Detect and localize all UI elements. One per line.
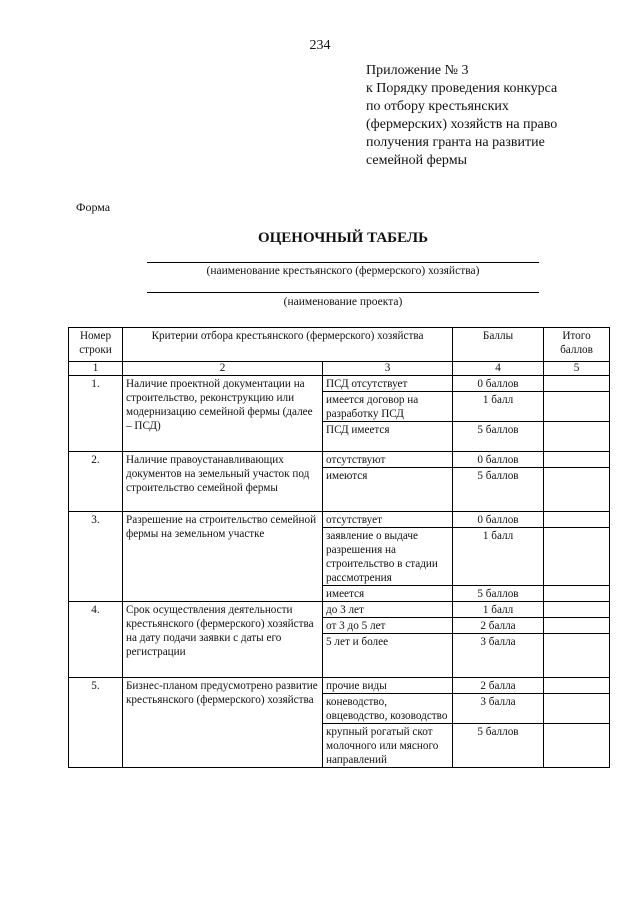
row-number: 2. xyxy=(69,452,123,512)
criterion-text: Наличие проектной документации на строительство, реконструкцию или модернизацию семейной фермы (далее – ПСД) xyxy=(123,376,323,452)
condition-cell: от 3 до 5 лет xyxy=(323,618,453,634)
appendix-line: по отбору крестьянских xyxy=(366,99,509,114)
points-cell: 5 баллов xyxy=(453,724,544,768)
condition-cell: отсутствуют xyxy=(323,452,453,468)
condition-cell: прочие виды xyxy=(323,678,453,694)
header-row-number: Номер строки xyxy=(69,328,123,362)
total-cell xyxy=(544,452,610,468)
condition-cell: заявление о выдаче разрешения на строительство в стадии рассмотрения xyxy=(323,528,453,586)
condition-cell: 5 лет и более xyxy=(323,634,453,678)
criterion-text: Срок осуществления деятельности крестьянского (фермерского) хозяйства на дату подачи заявки с даты его регистрации xyxy=(123,602,323,678)
column-numbers-row xyxy=(69,362,610,376)
appendix-header xyxy=(366,62,616,170)
appendix-line: семейной фермы xyxy=(366,153,467,168)
header-points: Баллы xyxy=(453,328,544,362)
points-cell: 3 балла xyxy=(453,634,544,678)
total-cell xyxy=(544,468,610,512)
points-cell: 0 баллов xyxy=(453,452,544,468)
total-cell xyxy=(544,618,610,634)
condition-cell: коневодство, овцеводство, козоводство xyxy=(323,694,453,724)
total-cell xyxy=(544,694,610,724)
column-number: 3 xyxy=(323,362,453,376)
page-number: 234 xyxy=(309,38,331,53)
row-number: 5. xyxy=(69,678,123,768)
criterion-text: Бизнес-планом предусмотрено развитие крестьянского (фермерского) хозяйства xyxy=(123,678,323,768)
points-cell: 2 балла xyxy=(453,678,544,694)
header-total: Итого баллов xyxy=(544,328,610,362)
points-cell: 1 балл xyxy=(453,528,544,586)
criterion-text: Разрешение на строительство семейной фермы на земельном участке xyxy=(123,512,323,602)
condition-cell: имеется договор на разработку ПСД xyxy=(323,392,453,422)
total-cell xyxy=(544,392,610,422)
total-cell xyxy=(544,512,610,528)
farm-name-fill-line xyxy=(147,262,539,263)
condition-cell: ПСД имеется xyxy=(323,422,453,452)
column-number: 5 xyxy=(544,362,610,376)
total-cell xyxy=(544,724,610,768)
row-number: 4. xyxy=(69,602,123,678)
condition-cell: крупный рогатый скот молочного или мясного направлений xyxy=(323,724,453,768)
column-number: 2 xyxy=(123,362,323,376)
appendix-line: получения гранта на развитие xyxy=(366,135,545,150)
total-cell xyxy=(544,586,610,602)
points-cell: 5 баллов xyxy=(453,586,544,602)
total-cell xyxy=(544,528,610,586)
total-cell xyxy=(544,634,610,678)
points-cell: 3 балла xyxy=(453,694,544,724)
condition-cell: имеется xyxy=(323,586,453,602)
document-title: ОЦЕНОЧНЫЙ ТАБЕЛЬ xyxy=(257,230,429,246)
form-label: Форма xyxy=(76,200,111,214)
project-name-fill-line xyxy=(147,292,539,293)
farm-name-caption: (наименование крестьянского (фермерского) хозяйства) xyxy=(206,265,480,277)
header-criteria: Критерии отбора крестьянского (фермерского) хозяйства xyxy=(123,328,453,362)
appendix-line: (фермерских) хозяйств на право xyxy=(366,117,558,132)
total-cell xyxy=(544,376,610,392)
table-row xyxy=(69,678,610,694)
row-number: 1. xyxy=(69,376,123,452)
points-cell: 1 балл xyxy=(453,392,544,422)
condition-cell: до 3 лет xyxy=(323,602,453,618)
points-cell: 5 баллов xyxy=(453,422,544,452)
appendix-line: Приложение № 3 xyxy=(366,63,469,78)
appendix-line: к Порядку проведения конкурса xyxy=(366,81,558,96)
points-cell: 0 баллов xyxy=(453,376,544,392)
condition-cell: ПСД отсутствует xyxy=(323,376,453,392)
points-cell: 5 баллов xyxy=(453,468,544,512)
points-cell: 2 балла xyxy=(453,618,544,634)
points-cell: 1 балл xyxy=(453,602,544,618)
column-number: 4 xyxy=(453,362,544,376)
table-header-row xyxy=(69,328,610,362)
total-cell xyxy=(544,422,610,452)
evaluation-table xyxy=(68,327,610,768)
table-row xyxy=(69,602,610,618)
criterion-text: Наличие правоустанавливающих документов на земельный участок под строительство семейной фермы xyxy=(123,452,323,512)
total-cell xyxy=(544,678,610,694)
table-row xyxy=(69,452,610,468)
condition-cell: имеются xyxy=(323,468,453,512)
table-row xyxy=(69,376,610,392)
row-number: 3. xyxy=(69,512,123,602)
table-row xyxy=(69,512,610,528)
condition-cell: отсутствует xyxy=(323,512,453,528)
project-name-caption: (наименование проекта) xyxy=(283,296,403,308)
column-number: 1 xyxy=(69,362,123,376)
points-cell: 0 баллов xyxy=(453,512,544,528)
total-cell xyxy=(544,602,610,618)
